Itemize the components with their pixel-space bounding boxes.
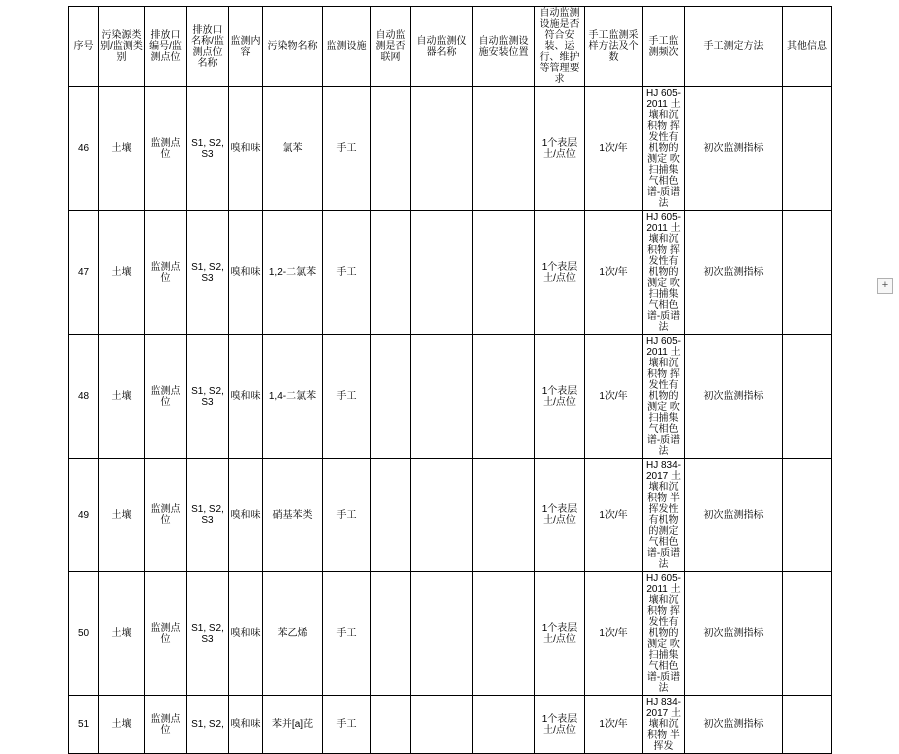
cell-outlet-code: 监测点位 xyxy=(145,696,187,754)
cell-monitor-facility: 手工 xyxy=(323,87,371,211)
cell-auto-compliance: 1个表层土/点位 xyxy=(535,87,585,211)
cell-auto-instrument xyxy=(411,696,473,754)
cell-manual-frequency: HJ 605-2011 土壤和沉积物 挥发性有机物的测定 吹扫捕集气相色谱-质谱法 xyxy=(643,211,685,335)
header-cell-auto-compliance: 自动监测设施是否符合安装、运行、维护等管理要求 xyxy=(535,7,585,87)
cell-source-type: 土壤 xyxy=(99,459,145,572)
header-cell-monitor-facility: 监测设施 xyxy=(323,7,371,87)
header-cell-auto-position: 自动监测设施安装位置 xyxy=(473,7,535,87)
cell-auto-compliance: 1个表层土/点位 xyxy=(535,459,585,572)
header-cell-seq: 序号 xyxy=(69,7,99,87)
cell-auto-networked xyxy=(371,572,411,696)
header-cell-other-info: 其他信息 xyxy=(783,7,832,87)
cell-other-info xyxy=(783,87,832,211)
cell-monitor-content: 嗅和味 xyxy=(229,211,263,335)
cell-monitor-facility: 手工 xyxy=(323,696,371,754)
cell-manual-sampling: 1次/年 xyxy=(585,87,643,211)
cell-other-info xyxy=(783,696,832,754)
cell-outlet-code: 监测点位 xyxy=(145,459,187,572)
cell-monitor-facility: 手工 xyxy=(323,335,371,459)
expand-button[interactable]: + xyxy=(877,278,893,294)
table-header xyxy=(69,7,832,87)
cell-manual-frequency: HJ 605-2011 土壤和沉积物 挥发性有机物的测定 吹扫捕集气相色谱-质谱法 xyxy=(643,87,685,211)
cell-outlet-name: S1, S2, S3 xyxy=(187,335,229,459)
header-cell-monitor-content: 监测内容 xyxy=(229,7,263,87)
cell-source-type: 土壤 xyxy=(99,696,145,754)
cell-outlet-name: S1, S2, xyxy=(187,696,229,754)
cell-other-info xyxy=(783,572,832,696)
cell-pollutant-name: 1,4-二氯苯 xyxy=(263,335,323,459)
cell-outlet-name: S1, S2, S3 xyxy=(187,87,229,211)
table-row[interactable] xyxy=(69,87,832,211)
header-cell-manual-method: 手工测定方法 xyxy=(685,7,783,87)
cell-manual-frequency: HJ 605-2011 土壤和沉积物 挥发性有机物的测定 吹扫捕集气相色谱-质谱法 xyxy=(643,335,685,459)
cell-auto-compliance: 1个表层土/点位 xyxy=(535,335,585,459)
cell-manual-method: 初次监测指标 xyxy=(685,87,783,211)
cell-pollutant-name: 硝基苯类 xyxy=(263,459,323,572)
cell-monitor-content: 嗅和味 xyxy=(229,459,263,572)
cell-other-info xyxy=(783,211,832,335)
cell-auto-position xyxy=(473,211,535,335)
cell-monitor-facility: 手工 xyxy=(323,572,371,696)
table-row[interactable] xyxy=(69,459,832,572)
cell-monitor-facility: 手工 xyxy=(323,211,371,335)
header-cell-pollutant-name: 污染物名称 xyxy=(263,7,323,87)
cell-outlet-code: 监测点位 xyxy=(145,87,187,211)
cell-monitor-content: 嗅和味 xyxy=(229,87,263,211)
cell-pollutant-name: 1,2-二氯苯 xyxy=(263,211,323,335)
cell-auto-compliance: 1个表层土/点位 xyxy=(535,572,585,696)
cell-source-type: 土壤 xyxy=(99,572,145,696)
cell-manual-sampling: 1次/年 xyxy=(585,335,643,459)
cell-auto-position xyxy=(473,572,535,696)
header-cell-outlet-code: 排放口编号/监测点位 xyxy=(145,7,187,87)
cell-manual-sampling: 1次/年 xyxy=(585,696,643,754)
cell-manual-method: 初次监测指标 xyxy=(685,459,783,572)
cell-manual-sampling: 1次/年 xyxy=(585,572,643,696)
cell-other-info xyxy=(783,459,832,572)
cell-manual-frequency: HJ 834-2017 土壤和沉积物 半挥发 xyxy=(643,696,685,754)
cell-auto-networked xyxy=(371,696,411,754)
cell-auto-networked xyxy=(371,459,411,572)
cell-seq: 46 xyxy=(69,87,99,211)
cell-source-type: 土壤 xyxy=(99,87,145,211)
cell-outlet-name: S1, S2, S3 xyxy=(187,211,229,335)
header-cell-manual-frequency: 手工监测频次 xyxy=(643,7,685,87)
cell-outlet-code: 监测点位 xyxy=(145,335,187,459)
cell-manual-sampling: 1次/年 xyxy=(585,459,643,572)
cell-monitor-facility: 手工 xyxy=(323,459,371,572)
cell-manual-sampling: 1次/年 xyxy=(585,211,643,335)
cell-auto-networked xyxy=(371,335,411,459)
cell-manual-method: 初次监测指标 xyxy=(685,211,783,335)
cell-seq: 50 xyxy=(69,572,99,696)
cell-seq: 48 xyxy=(69,335,99,459)
cell-monitor-content: 嗅和味 xyxy=(229,335,263,459)
cell-source-type: 土壤 xyxy=(99,211,145,335)
cell-monitor-content: 嗅和味 xyxy=(229,696,263,754)
cell-other-info xyxy=(783,335,832,459)
cell-manual-frequency: HJ 605-2011 土壤和沉积物 挥发性有机物的测定 吹扫捕集气相色谱-质谱法 xyxy=(643,572,685,696)
cell-auto-compliance: 1个表层土/点位 xyxy=(535,696,585,754)
cell-auto-networked xyxy=(371,211,411,335)
cell-auto-instrument xyxy=(411,572,473,696)
table-row[interactable] xyxy=(69,696,832,754)
cell-pollutant-name: 氯苯 xyxy=(263,87,323,211)
header-cell-manual-sampling: 手工监测采样方法及个数 xyxy=(585,7,643,87)
cell-auto-instrument xyxy=(411,87,473,211)
cell-seq: 51 xyxy=(69,696,99,754)
spreadsheet-canvas xyxy=(0,6,899,752)
cell-seq: 49 xyxy=(69,459,99,572)
cell-pollutant-name: 苯并[a]芘 xyxy=(263,696,323,754)
cell-manual-frequency: HJ 834-2017 土壤和沉积物 半挥发性有机物的测定 气相色谱-质谱法 xyxy=(643,459,685,572)
cell-monitor-content: 嗅和味 xyxy=(229,572,263,696)
cell-auto-position xyxy=(473,459,535,572)
cell-source-type: 土壤 xyxy=(99,335,145,459)
cell-auto-position xyxy=(473,335,535,459)
cell-outlet-code: 监测点位 xyxy=(145,211,187,335)
cell-manual-method: 初次监测指标 xyxy=(685,572,783,696)
header-cell-auto-instrument: 自动监测仪器名称 xyxy=(411,7,473,87)
cell-manual-method: 初次监测指标 xyxy=(685,335,783,459)
cell-seq: 47 xyxy=(69,211,99,335)
cell-outlet-name: S1, S2, S3 xyxy=(187,572,229,696)
cell-auto-networked xyxy=(371,87,411,211)
cell-pollutant-name: 苯乙烯 xyxy=(263,572,323,696)
cell-auto-position xyxy=(473,696,535,754)
table-row[interactable] xyxy=(69,211,832,335)
cell-auto-compliance: 1个表层土/点位 xyxy=(535,211,585,335)
cell-auto-instrument xyxy=(411,459,473,572)
header-cell-outlet-name: 排放口名称/监测点位名称 xyxy=(187,7,229,87)
header-row xyxy=(69,7,832,87)
header-cell-source-type: 污染源类别/监测类别 xyxy=(99,7,145,87)
header-cell-auto-networked: 自动监测是否联网 xyxy=(371,7,411,87)
cell-auto-instrument xyxy=(411,335,473,459)
cell-outlet-code: 监测点位 xyxy=(145,572,187,696)
table-row[interactable] xyxy=(69,572,832,696)
cell-auto-position xyxy=(473,87,535,211)
table-row[interactable] xyxy=(69,335,832,459)
cell-auto-instrument xyxy=(411,211,473,335)
cell-outlet-name: S1, S2, S3 xyxy=(187,459,229,572)
table-body xyxy=(69,87,832,754)
monitoring-plan-table xyxy=(68,6,832,754)
cell-manual-method: 初次监测指标 xyxy=(685,696,783,754)
